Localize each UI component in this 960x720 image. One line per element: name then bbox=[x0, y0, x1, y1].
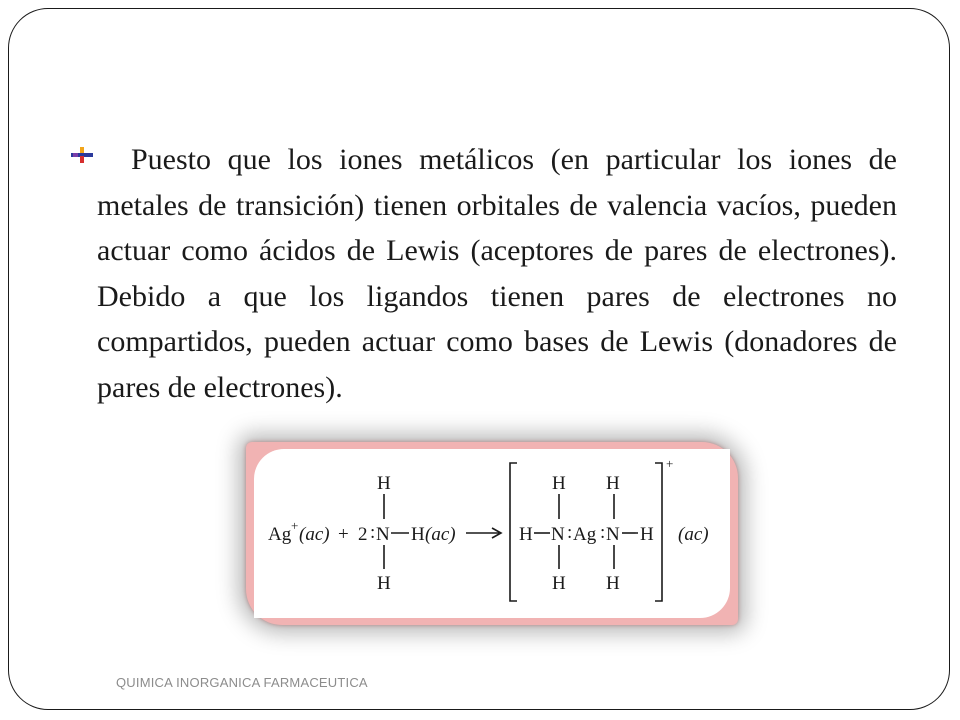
eq-h-right-1: H bbox=[411, 524, 425, 545]
eq-phase-1: (ac) bbox=[299, 524, 330, 545]
eq-h-bottom-1: H bbox=[377, 573, 391, 594]
eq-lone-pair-3: : bbox=[600, 522, 606, 543]
eq-ag-center: Ag bbox=[573, 524, 597, 545]
eq-h-top-3: H bbox=[606, 473, 620, 494]
body-text: Puesto que los iones metálicos (en particular los iones de metales de transición) tienen orbitales de valencia vacíos, pueden actuar como ácidos de Lewis (aceptores de pares de electrones). Debido a que los ligandos tienen pares de electrones no compartidos, pueden actuar como bases de Lewis (donadores de pares de electrones). bbox=[97, 143, 897, 404]
lewis-equation-figure bbox=[246, 442, 738, 625]
slide-frame bbox=[8, 8, 950, 710]
eq-bracket-right bbox=[655, 463, 662, 601]
eq-n-1: N bbox=[376, 524, 390, 545]
footer-course-title: QUIMICA INORGANICA FARMACEUTICA bbox=[116, 675, 368, 690]
eq-ag-charge: + bbox=[291, 518, 299, 533]
eq-ag: Ag bbox=[268, 524, 292, 545]
equation-panel bbox=[254, 449, 730, 618]
eq-lone-pair-2: : bbox=[567, 522, 573, 543]
eq-h-left-2: H bbox=[519, 524, 533, 545]
eq-h-top-1: H bbox=[377, 473, 391, 494]
eq-h-bottom-3: H bbox=[606, 573, 620, 594]
eq-h-bottom-2: H bbox=[552, 573, 566, 594]
eq-plus: + bbox=[338, 524, 349, 545]
eq-lone-pair-1: : bbox=[370, 522, 376, 543]
eq-h-top-2: H bbox=[552, 473, 566, 494]
eq-coefficient: 2 bbox=[358, 524, 368, 545]
equation-diagram bbox=[254, 449, 730, 618]
eq-n-3: N bbox=[606, 524, 620, 545]
eq-h-right-3: H bbox=[640, 524, 654, 545]
eq-n-2: N bbox=[551, 524, 565, 545]
eq-phase-2: (ac) bbox=[425, 524, 456, 545]
eq-phase-3: (ac) bbox=[678, 524, 709, 545]
eq-bracket-left bbox=[510, 463, 517, 601]
multicolor-cross-bullet-icon bbox=[71, 147, 93, 163]
bullet-paragraph bbox=[97, 137, 897, 410]
eq-complex-charge: + bbox=[666, 456, 674, 471]
